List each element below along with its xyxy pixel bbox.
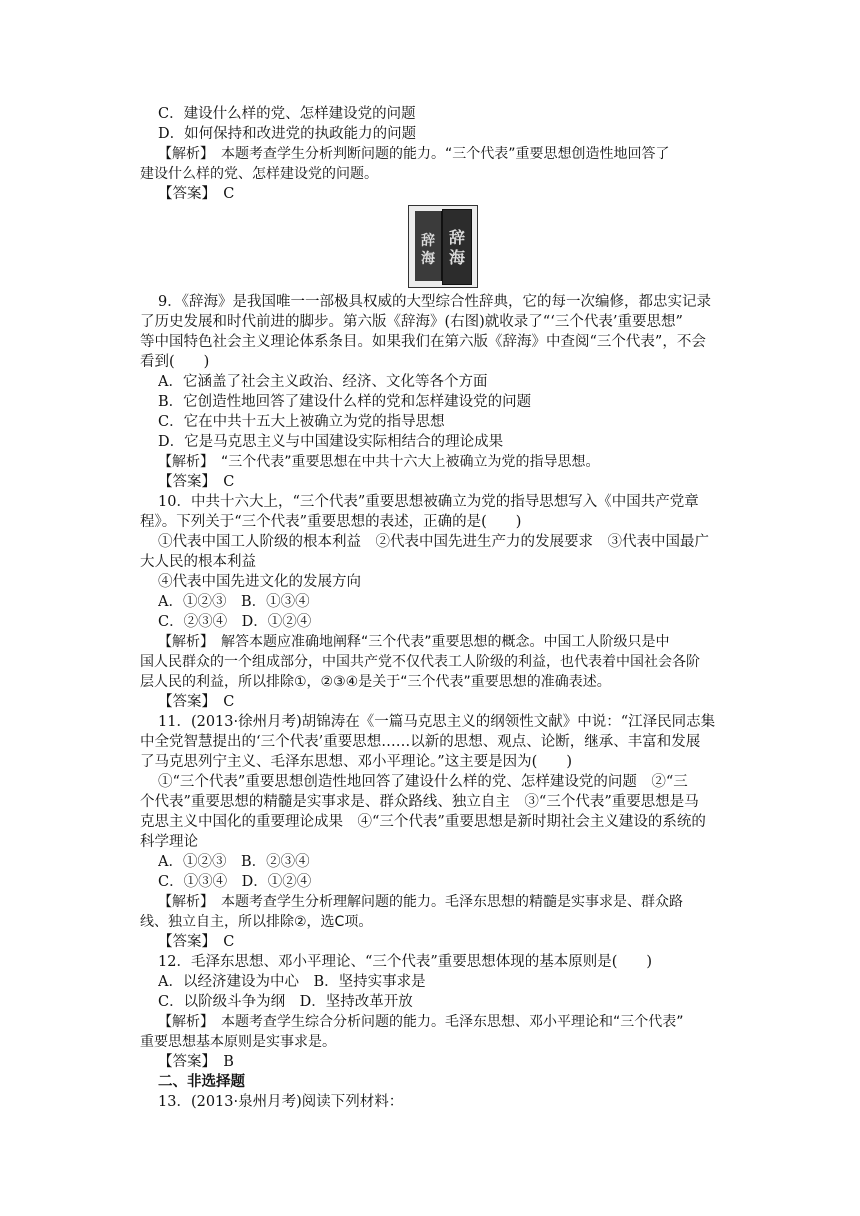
question-10-cont: 程》。下列关于“三个代表”重要思想的表述，正确的是( ) (140, 514, 522, 530)
question-11-cont: 了马克思列宁主义、毛泽东思想、邓小平理论。”这主要是因为( ) (140, 754, 572, 770)
question-9: 9．《辞海》是我国唯一一部极具权威的大型综合性辞典，它的每一次编修，都忠实记录 (158, 294, 711, 310)
statement-list: ①“三个代表”重要思想创造性地回答了建设什么样的党、怎样建设党的问题 ②“三 (158, 774, 688, 790)
analysis: 【解析】 解答本题应准确地阐释“三个代表”重要思想的概念。中国工人阶级只是中 (158, 634, 670, 650)
spine-char-2: 海 (421, 251, 435, 267)
analysis-cont: 线、独立自主，所以排除②，选C项。 (140, 914, 373, 930)
cover-char-2: 海 (449, 248, 466, 267)
answer: 【答案】 C (158, 186, 235, 202)
statement-list-cont: 克思主义中国化的重要理论成果 ④“三个代表”重要思想是新时期社会主义建设的系统的 (140, 814, 706, 830)
question-11: 11．(2013·徐州月考)胡锦涛在《一篇马克思主义的纲领性文献》中说：“江泽民同志集 (158, 714, 716, 730)
option-d: D．它是马克思主义与中国建设实际相结合的理论成果 (158, 434, 504, 450)
options-cd: C．①③④ D．①②④ (158, 874, 312, 890)
statement-4: ④代表中国先进文化的发展方向 (158, 574, 361, 590)
option-a: A．它涵盖了社会主义政治、经济、文化等各个方面 (158, 374, 488, 390)
cover-char-1: 辞 (449, 228, 466, 247)
options-cd: C．以阶级斗争为纲 D．坚持改革开放 (158, 994, 413, 1010)
analysis-cont: 建设什么样的党、怎样建设党的问题。 (140, 166, 378, 182)
analysis-cont: 层人民的利益，所以排除①，②③④是关于“三个代表”重要思想的准确表述。 (140, 674, 611, 690)
question-13: 13．(2013·泉州月考)阅读下列材料： (158, 1094, 404, 1110)
answer: 【答案】 C (158, 474, 235, 490)
answer: 【答案】 B (158, 1054, 234, 1070)
cihai-book-image (408, 205, 478, 288)
analysis: 【解析】 本题考查学生分析理解问题的能力。毛泽东思想的精髓是实事求是、群众路 (158, 894, 683, 910)
analysis-cont: 国人民群众的一个组成部分，中国共产党不仅代表工人阶级的利益，也代表着中国社会各阶 (140, 654, 700, 670)
statement-list: ①代表中国工人阶级的根本利益 ②代表中国先进生产力的发展要求 ③代表中国最广 (158, 534, 709, 550)
spine-char-1: 辞 (421, 233, 435, 249)
options-ab: A．①②③ B．②③④ (158, 854, 310, 870)
option-c: C．它在中共十五大上被确立为党的指导思想 (158, 414, 445, 430)
question-9-cont: 等中国特色社会主义理论体系条目。如果我们在第六版《辞海》中查阅“三个代表”，不会 (140, 334, 706, 350)
options-cd: C．②③④ D．①②④ (158, 614, 312, 630)
answer: 【答案】 C (158, 694, 235, 710)
question-12: 12．毛泽东思想、邓小平理论、“三个代表”重要思想体现的基本原则是( ) (158, 954, 653, 970)
answer: 【答案】 C (158, 934, 235, 950)
option-c: C．建设什么样的党、怎样建设党的问题 (158, 106, 416, 122)
question-10: 10．中共十六大上，“三个代表”重要思想被确立为党的指导思想写入《中国共产党章 (158, 494, 699, 510)
question-9-cont: 了历史发展和时代前进的脚步。第六版《辞海》(右图)就收录了“‘三个代表’重要思想” (140, 314, 683, 330)
options-ab: A．以经济建设为中心 B．坚持实事求是 (158, 974, 426, 990)
options-ab: A．①②③ B．①③④ (158, 594, 310, 610)
analysis-cont: 重要思想基本原则是实事求是。 (140, 1034, 336, 1050)
section-heading: 二、非选择题 (158, 1073, 245, 1090)
question-11-cont: 中全党智慧提出的‘三个代表’重要思想……以新的思想、观点、论断，继承、丰富和发展 (140, 734, 701, 750)
option-d: D．如何保持和改进党的执政能力的问题 (158, 126, 417, 142)
statement-list-cont: 个代表”重要思想的精髓是实事求是、群众路线、独立自主 ③“三个代表”重要思想是马 (140, 794, 699, 810)
option-b: B．它创造性地回答了建设什么样的党和怎样建设党的问题 (158, 394, 532, 410)
question-9-cont: 看到( ) (140, 354, 210, 370)
analysis: 【解析】 本题考查学生分析判断问题的能力。“三个代表”重要思想创造性地回答了 (158, 146, 670, 162)
statement-list-cont: 大人民的根本利益 (140, 554, 256, 570)
analysis: 【解析】 “三个代表”重要思想在中共十六大上被确立为党的指导思想。 (158, 454, 600, 470)
statement-list-cont: 科学理论 (140, 834, 198, 850)
analysis: 【解析】 本题考查学生综合分析问题的能力。毛泽东思想、邓小平理论和“三个代表” (158, 1014, 684, 1030)
